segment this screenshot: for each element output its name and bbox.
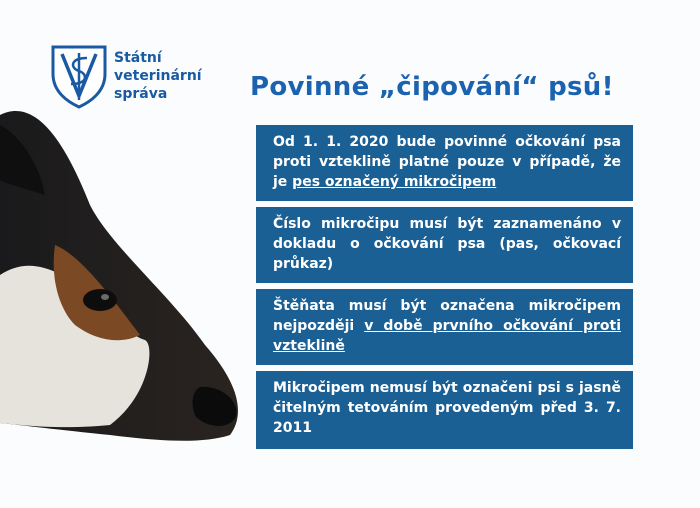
page-title: Povinné „čipování“ psů! [250, 72, 614, 102]
org-name-line-2: veterinární [114, 68, 202, 84]
info-box-tattoo-exception [256, 371, 633, 449]
emphasis-underline: pes označený mikročipem [292, 174, 497, 190]
org-name-line-3: správa [114, 86, 168, 102]
info-box-vaccination [256, 125, 633, 201]
info-box-text: Mikročipem nemusí být označeni psi s jasně čitelným tetováním provedeným před 3. 7. 2011 [273, 380, 621, 436]
info-box-list [256, 125, 633, 455]
info-box-text: Číslo mikročipu musí být zaznamenáno v dokladu o očkování psa (pas, očkovací průkaz) [273, 216, 621, 272]
info-box-puppies [256, 289, 633, 365]
org-name-line-1: Státní [114, 50, 162, 66]
emphasis-underline: v době prvního očkování proti vzteklině [273, 318, 621, 354]
info-box-text: Štěňata musí být označena mikročipem nejpozději v době prvního očkování proti vzteklině [273, 298, 621, 354]
info-box-text: Od 1. 1. 2020 bude povinné očkování psa proti vzteklině platné pouze v případě, že je pes označený mikročipem [273, 134, 621, 190]
dog-head-illustration [0, 95, 250, 455]
info-box-chip-number [256, 207, 633, 283]
